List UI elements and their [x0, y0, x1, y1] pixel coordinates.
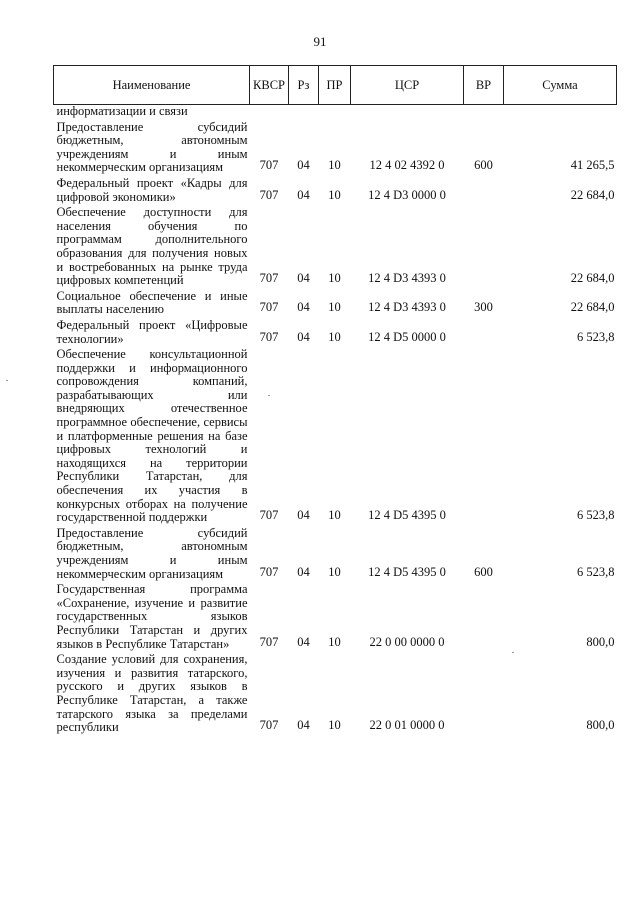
table-row [54, 582, 617, 652]
row-pr: 10 [328, 634, 341, 649]
row-kvsr: 707 [259, 508, 279, 523]
table-row [54, 289, 617, 318]
row-name: Обеспечение консультационной поддержки и информационного сопровождения компаний, разрабатывающих или внедряющих отечественное программное обеспечение, сервисы и платформенные решения на базе цифровых технологий и находящихся на территории Республики Татарстан, для обеспечения их участия в конкурсных отборах на получение государственной поддержки [56, 347, 248, 525]
row-pr: 10 [328, 300, 341, 315]
row-pr: 10 [328, 564, 341, 579]
table-row [54, 318, 617, 347]
row-kvsr: 707 [259, 634, 279, 649]
row-pr: 10 [328, 508, 341, 523]
budget-table [53, 65, 617, 736]
row-sum: 22 684,0 [570, 187, 615, 202]
row-name: Создание условий для сохранения, изучения и развития татарского, русского и других языков в Республике Татарстан, а также татарского языка за пределами республики [56, 652, 248, 735]
table-row [54, 105, 617, 120]
row-vr: 600 [474, 564, 493, 579]
row-pr: 10 [328, 187, 341, 202]
row-vr [464, 582, 504, 652]
scan-speck [6, 380, 8, 381]
row-rz: 04 [297, 718, 310, 733]
row-name: информатизации и связи [56, 104, 188, 118]
row-kvsr: 707 [259, 718, 279, 733]
row-rz: 04 [297, 187, 310, 202]
row-csr [351, 105, 464, 120]
row-kvsr: 707 [259, 158, 279, 173]
header-csr: ЦСР [351, 66, 464, 105]
row-csr: 12 4 D3 4393 0 [368, 300, 446, 315]
row-csr: 12 4 D3 0000 0 [368, 187, 446, 202]
row-csr: 12 4 D5 4395 0 [368, 564, 446, 579]
row-vr [464, 318, 504, 347]
row-rz: 04 [297, 564, 310, 579]
row-rz: 04 [297, 634, 310, 649]
row-sum: 6 523,8 [577, 564, 615, 579]
row-sum: 22 684,0 [570, 271, 615, 286]
row-sum [504, 105, 617, 120]
row-name: Федеральный проект «Кадры для цифровой экономики» [56, 175, 248, 204]
row-sum: 6 523,8 [577, 329, 615, 344]
header-vr: ВР [464, 66, 504, 105]
row-vr [464, 652, 504, 736]
table-row [54, 120, 617, 176]
row-kvsr: 707 [259, 271, 279, 286]
header-rz: Рз [289, 66, 319, 105]
row-kvsr: 707 [259, 329, 279, 344]
header-kvsr: КВСР [250, 66, 289, 105]
row-csr: 22 0 01 0000 0 [369, 718, 445, 733]
row-csr: 12 4 02 4392 0 [369, 158, 445, 173]
row-kvsr: 707 [259, 564, 279, 579]
header-pr: ПР [319, 66, 351, 105]
table-row [54, 652, 617, 736]
header-name: Наименование [54, 66, 250, 105]
row-csr: 12 4 D5 0000 0 [368, 329, 446, 344]
page-number: 91 [313, 34, 327, 49]
row-csr: 12 4 D5 4395 0 [368, 508, 446, 523]
row-rz: 04 [297, 508, 310, 523]
row-vr [464, 347, 504, 526]
table-row [54, 347, 617, 526]
row-csr: 22 0 00 0000 0 [369, 634, 445, 649]
row-name: Обеспечение доступности для населения обучения по программам дополнительного образования для получения новых и востребованных на рынке труда цифровых компетенций [56, 205, 248, 288]
row-pr: 10 [328, 271, 341, 286]
row-rz [289, 105, 319, 120]
row-vr: 600 [474, 158, 493, 173]
row-rz: 04 [297, 158, 310, 173]
row-kvsr [250, 105, 289, 120]
scan-speck [268, 395, 270, 396]
row-sum: 800,0 [586, 634, 615, 649]
row-vr [464, 176, 504, 205]
row-kvsr: 707 [259, 300, 279, 315]
row-rz: 04 [297, 329, 310, 344]
row-rz: 04 [297, 271, 310, 286]
row-sum: 41 265,5 [570, 158, 615, 173]
row-name: Федеральный проект «Цифровые технологии» [56, 317, 248, 346]
row-vr [464, 105, 504, 120]
row-name: Предоставление субсидий бюджетным, автономным учреждениям и иным некоммерческим организациям [56, 119, 248, 175]
row-pr: 10 [328, 718, 341, 733]
row-name: Государственная программа «Сохранение, изучение и развитие государственных языков Республики Татарстан и других языков в Республике Татарстан» [56, 582, 248, 651]
scan-speck [512, 652, 514, 653]
table-row [54, 176, 617, 205]
row-pr [319, 105, 351, 120]
row-rz: 04 [297, 300, 310, 315]
row-name: Предоставление субсидий бюджетным, автономным учреждениям и иным некоммерческим организациям [56, 525, 248, 581]
table-header-row [54, 66, 617, 105]
header-sum: Сумма [504, 66, 617, 105]
row-pr: 10 [328, 329, 341, 344]
row-name: Социальное обеспечение и иные выплаты населению [56, 288, 248, 317]
row-vr: 300 [474, 300, 493, 315]
row-vr [464, 205, 504, 289]
row-csr: 12 4 D3 4393 0 [368, 271, 446, 286]
row-pr: 10 [328, 158, 341, 173]
row-sum: 6 523,8 [577, 508, 615, 523]
row-sum: 22 684,0 [570, 300, 615, 315]
row-kvsr: 707 [259, 187, 279, 202]
table-row [54, 205, 617, 289]
table-row [54, 526, 617, 582]
row-sum: 800,0 [586, 718, 615, 733]
